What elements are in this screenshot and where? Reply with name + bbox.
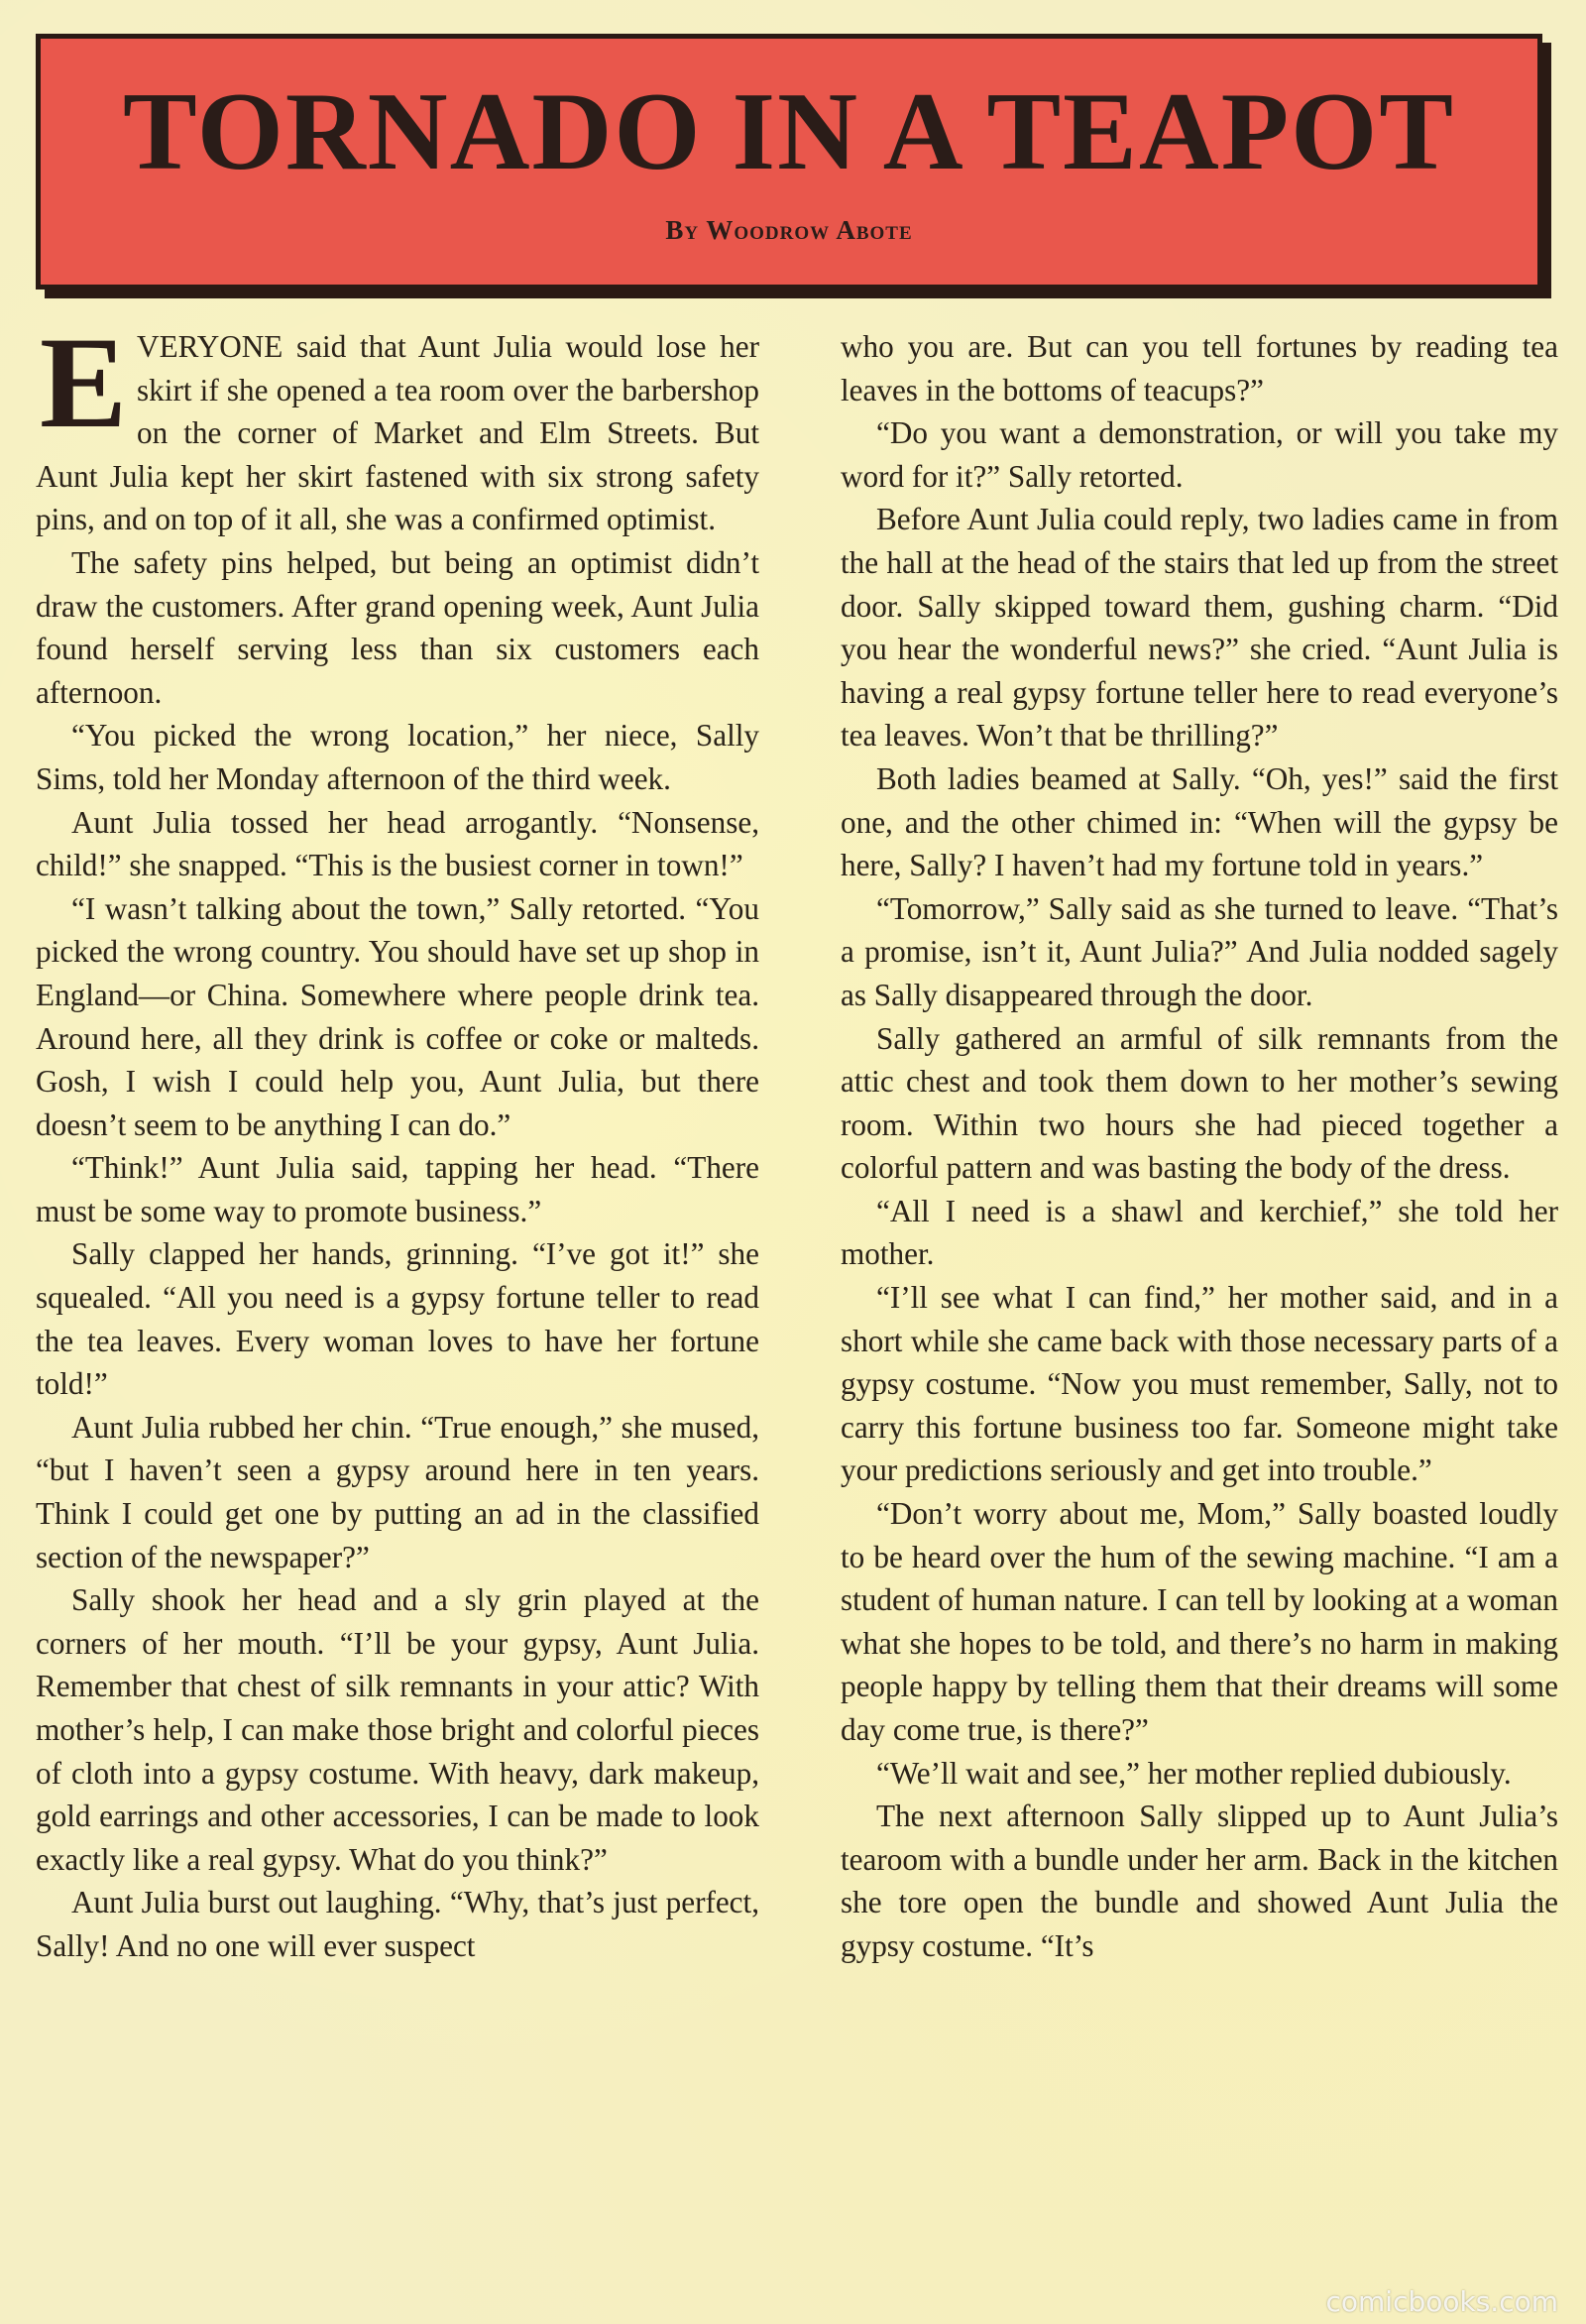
continued-paragraph: who you are. But can you tell fortunes by reading tea leaves in the bottoms of teacups?” bbox=[841, 329, 1558, 407]
paragraph: “I’ll see what I can find,” her mother said, and in a short while she came back with those necessary parts of a gypsy costume. “Now you must remember, Sally, not to carry this fortune business too far. Someone might take your predictions seriously and get into trouble.” bbox=[841, 1280, 1558, 1488]
paragraph: Sally clapped her hands, grinning. “I’ve got it!” she squealed. “All you need is a gypsy fortune teller to read the tea leaves. Every woman loves to have her fortune told!” bbox=[36, 1236, 759, 1402]
paragraph: “All I need is a shawl and kerchief,” she told her mother. bbox=[841, 1193, 1558, 1272]
paragraph: The next afternoon Sally slipped up to Aunt Julia’s tearoom with a bundle under her arm. Back in the kitchen she tore open the bundle and showed Aunt Julia the gypsy costume. “It’s bbox=[841, 1799, 1558, 1963]
paragraph: The safety pins helped, but being an optimist didn’t draw the customers. After grand opening week, Aunt Julia found herself serving less than six customers each afternoon. bbox=[36, 544, 759, 710]
right-column bbox=[841, 325, 1558, 2298]
paragraph: “Tomorrow,” Sally said as she turned to leave. “That’s a promise, isn’t it, Aunt Julia?” And Julia nodded sagely as Sally disappeared through the door. bbox=[841, 890, 1558, 1012]
paragraph: “Don’t worry about me, Mom,” Sally boasted loudly to be heard over the hum of the sewing machine. “I am a student of human nature. I can tell by looking at a woman what she hopes to be told, and there’s no harm in making people happy by telling them that their dreams will some day come true, is there?” bbox=[841, 1496, 1558, 1747]
paragraph: Sally gathered an armful of silk remnants from the attic chest and took them down to her mother’s sewing room. Within two hours she had pieced together a colorful pattern and was basting the body of the dress. bbox=[841, 1020, 1558, 1186]
paragraph: Aunt Julia tossed her head arrogantly. “Nonsense, child!” she snapped. “This is the busiest corner in town!” bbox=[36, 804, 759, 883]
paragraph: “Think!” Aunt Julia said, tapping her head. “There must be some way to promote business.” bbox=[36, 1150, 759, 1228]
paragraph: Both ladies beamed at Sally. “Oh, yes!” said the first one, and the other chimed in: “When will the gypsy be here, Sally? I haven’t had my fortune told in years.” bbox=[841, 760, 1558, 883]
paragraph: Before Aunt Julia could reply, two ladies came in from the hall at the head of the stairs that led up from the street door. Sally skipped toward them, gushing charm. “Did you hear the wonderful news?” she cried. “Aunt Julia is having a real gypsy fortune teller here to read everyone’s tea leaves. Won’t that be thrilling?” bbox=[841, 502, 1558, 754]
paragraph: “We’ll wait and see,” her mother replied dubiously. bbox=[876, 1755, 1512, 1791]
title-banner bbox=[36, 34, 1542, 290]
paragraph: “You picked the wrong location,” her niece, Sally Sims, told her Monday afternoon of the third week. bbox=[36, 718, 759, 796]
story-title: TORNADO IN A TEAPOT bbox=[123, 70, 1455, 193]
paragraph: “Do you want a demonstration, or will you take my word for it?” Sally retorted. bbox=[841, 415, 1558, 494]
opening-paragraph bbox=[36, 309, 759, 541]
paragraph: “I wasn’t talking about the town,” Sally retorted. “You picked the wrong country. You should have set up shop in England—or China. Somewhere where people drink tea. Around here, all they drink is coffee or coke or malteds. Gosh, I wish I could help you, Aunt Julia, but there doesn’t seem to be anything I can do.” bbox=[36, 890, 759, 1142]
paragraph: Aunt Julia rubbed her chin. “True enough,” she mused, “but I haven’t seen a gypsy around here in ten years. Think I could get one by putting an ad in the classified section of the newspaper?” bbox=[36, 1409, 759, 1574]
author-byline: By Woodrow Abote bbox=[665, 215, 913, 245]
left-column bbox=[36, 309, 759, 2298]
paragraph-text: VERYONE said that Aunt Julia would lose her skirt if she opened a tea room over the barbershop on the corner of Market and Elm Streets. But Aunt Julia kept her skirt fastened with six strong safety pins, and on top of it all, she was a confirmed optimist. bbox=[36, 329, 759, 537]
paragraph: Sally shook her head and a sly grin played at the corners of her mouth. “I’ll be your gypsy, Aunt Julia. Remember that chest of silk remnants in your attic? With mother’s help, I can make those bright and colorful pieces of cloth into a gypsy costume. With heavy, dark makeup, gold earrings and other accessories, I can be made to look exactly like a real gypsy. What do you think?” bbox=[36, 1582, 759, 1877]
drop-cap: E bbox=[40, 309, 128, 455]
paragraph: Aunt Julia burst out laughing. “Why, that’s just perfect, Sally! And no one will ever suspect bbox=[36, 1885, 759, 1963]
watermark: comicbooks.com bbox=[1325, 2285, 1558, 2318]
